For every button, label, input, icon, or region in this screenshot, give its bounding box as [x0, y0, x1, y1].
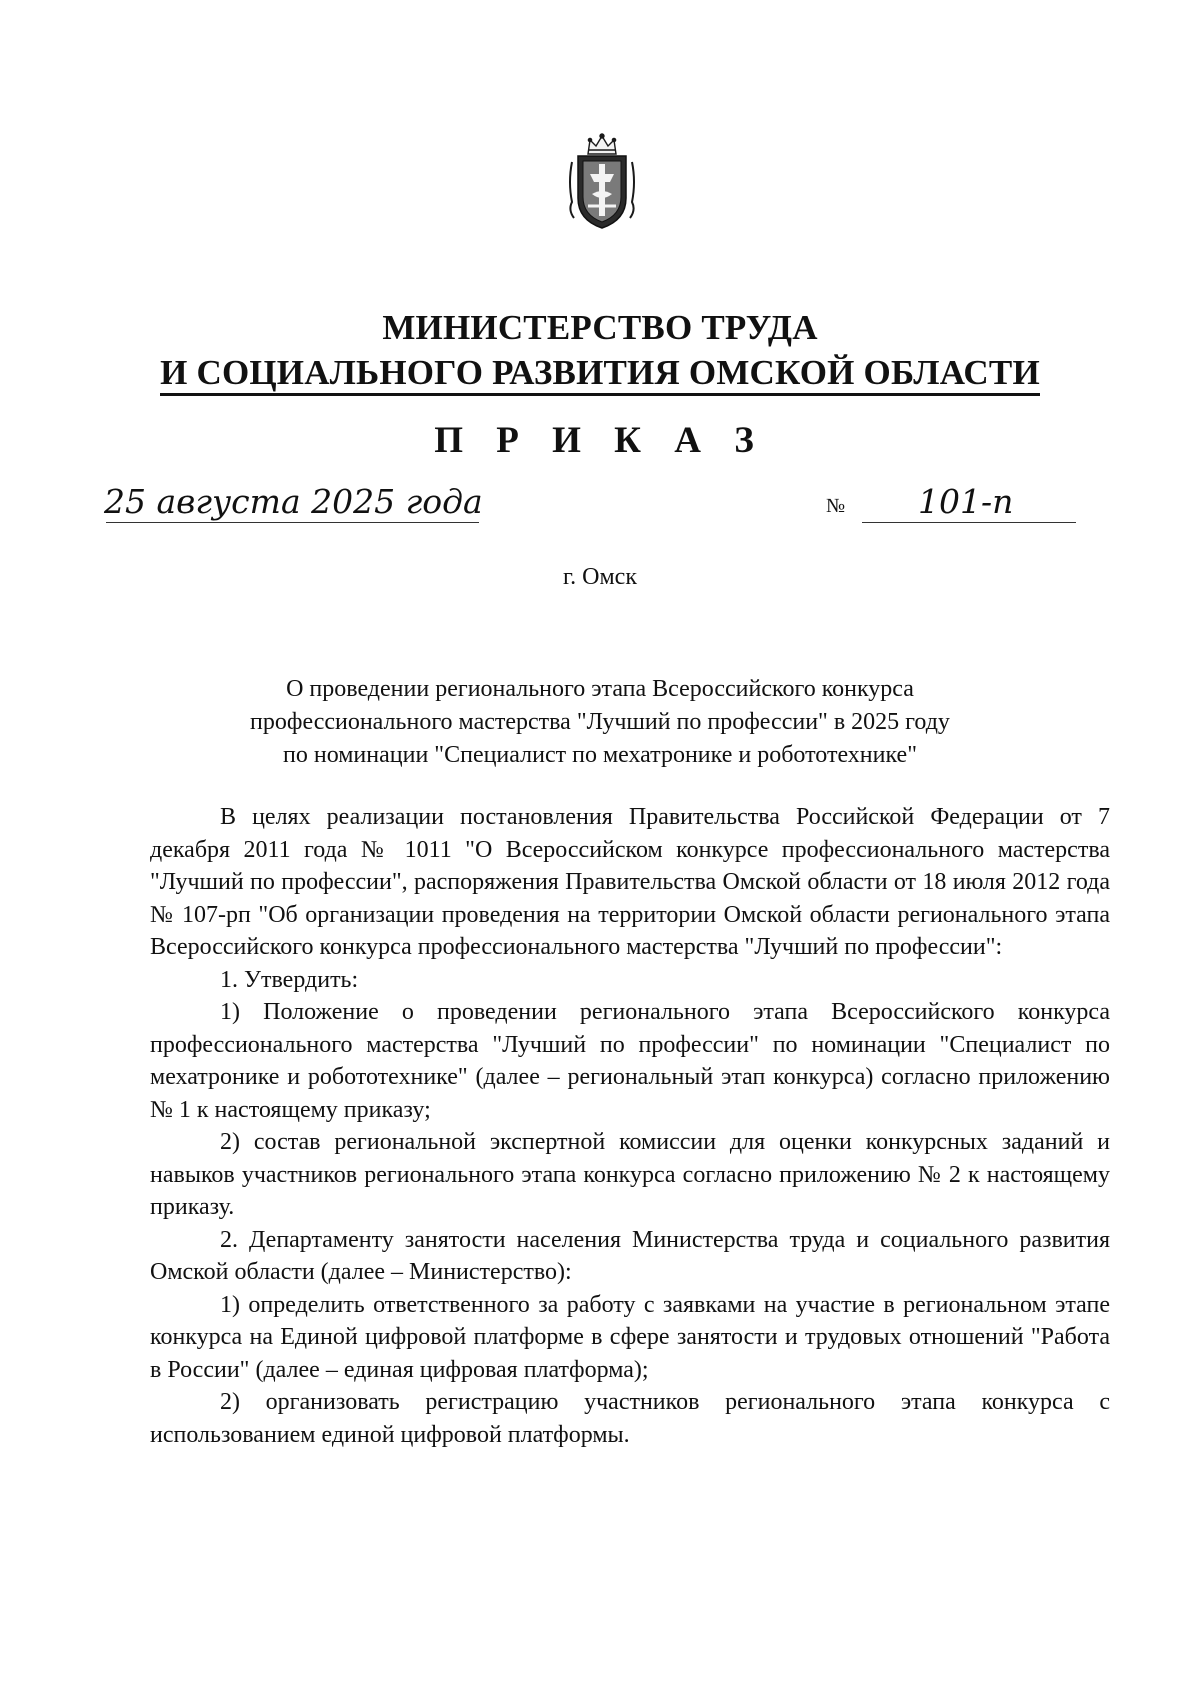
item-1: 1. Утвердить: [220, 966, 359, 993]
coat-of-arms-icon [566, 132, 638, 230]
item-1-2: 2) состав региональной экспертной комиссии для оценки конкурсных заданий и навыков участников регионального этапа конкурса согласно приложению № 2 к настоящему приказу. [150, 1129, 1110, 1220]
city-label: г. Омск [563, 564, 637, 590]
ministry-name-line2 [0, 353, 1200, 393]
number-underline [862, 522, 1076, 523]
item-2-2: 2) организовать регистрацию участников регионального этапа конкурса с использованием единой цифровой платформы. [150, 1389, 1110, 1448]
item-2-1: 1) определить ответственного за работу с заявками на участие в региональном этапе конкурса на Единой цифровой платформе в сфере занятости и трудовых отношений "Работа в России" (далее – единая цифровая платформа); [150, 1291, 1110, 1383]
item-2: 2. Департаменту занятости населения Министерства труда и социального развития Омской области (далее – Министерство): [150, 1226, 1110, 1285]
date-underline [106, 522, 479, 523]
number-sign: № [826, 495, 846, 517]
subject-line: О проведении регионального этапа Всероссийского конкурса [286, 676, 914, 702]
order-body [150, 801, 1110, 1451]
order-number-block [826, 482, 1076, 530]
ministry-name-line1: МИНИСТЕРСТВО ТРУДА [382, 308, 818, 347]
item-1-1: 1) Положение о проведении регионального этапа Всероссийского конкурса профессионального мастерства "Лучший по профессии" по номинации "Специалист по мехатронике и робототехнике" (далее – региональный этап конкурса) согласно приложению № 1 к настоящему приказу; [150, 999, 1110, 1123]
ministry-name-line2-text: И СОЦИАЛЬНОГО РАЗВИТИЯ ОМСКОЙ ОБЛАСТИ [160, 353, 1040, 396]
subject-line: профессионального мастерства "Лучший по профессии" в 2025 году [250, 709, 950, 735]
order-subject [150, 673, 1050, 772]
order-date-text: 25 августа 2025 года [104, 482, 483, 521]
preamble-paragraph: В целях реализации постановления Правительства Российской Федерации от 7 декабря 2011 года № 1011 "О Всероссийском конкурсе профессионального мастерства "Лучший по профессии", распоряжения Правительства Омской области от 18 июля 2012 года № 107-рп "Об организации проведения на территории Омской области регионального этапа Всероссийского конкурса профессионального мастерства "Лучший по профессии": [150, 804, 1110, 960]
order-date [104, 482, 483, 521]
document-type-title: П Р И К А З [434, 420, 766, 461]
subject-line: по номинации "Специалист по мехатронике и робототехнике" [283, 742, 917, 768]
order-number: 101-п [918, 482, 1014, 521]
